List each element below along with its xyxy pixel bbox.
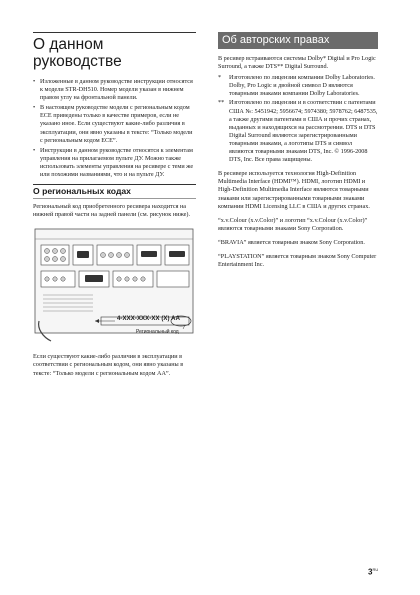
page-number	[368, 567, 378, 577]
footnote-mark: *	[218, 74, 222, 82]
bravia-paragraph: “BRAVIA” является товарным знаком Sony Corporation.	[218, 238, 365, 246]
playstation-paragraph: “PLAYSTATION” является товарным знаком Sony Computer Entertainment Inc.	[218, 252, 377, 269]
xvcolour-paragraph: “x.v.Colour (x.v.Color)” и логотип “x.v.Colour (x.v.Color)” являются товарными знаками Sony Corporation.	[218, 216, 368, 232]
right-column	[218, 32, 378, 275]
page-title	[33, 32, 196, 70]
regional-codes-heading: О региональных кодах	[33, 184, 196, 199]
page-language-code: RU	[372, 567, 379, 572]
regional-code-caption: Региональный код	[136, 329, 179, 336]
bullet-item: • Изложенные в данном руководстве инструкции относятся к модели STR-DH510. Номер модели указан в нижнем правом углу на фронтальной панели.	[33, 78, 196, 102]
left-column	[33, 32, 196, 384]
footnote-mark: **	[218, 99, 225, 107]
dolby-footnote	[218, 74, 378, 98]
page-number-value: 3	[368, 567, 373, 577]
bullet-item: • В настоящем руководстве модели с региональным кодом ECE приведены только в качестве примеров, если не указано иное. Если существуют какие-либо различия в эксплуатации, они явно указаны в тексте: “Только модели с региональным кодом ECE”.	[33, 104, 196, 144]
copyright-heading: Об авторских правах	[218, 32, 378, 49]
regional-differences-text: Если существуют какие-либо различия в эксплуатации в соответствии с региональным кодом, они явно указаны в тексте: “Только модели с региональным кодом AA”.	[33, 353, 184, 377]
rear-panel-figure	[33, 225, 196, 347]
footnote-text: Изготовлено по лицензии компании Dolby Laboratories. Dolby, Pro Logic и двойной символ D являются товарными знаками компании Dolby Laboratories.	[229, 74, 375, 98]
footnote-text: Изготовлено по лицензии и в соответствии с патентами США №: 5451942; 5956674; 5974380; 5978762; 6487535, а также другими патентами в США и прочих странах, выданных и находящихся на рассмотрении. DTS и DTS Digital Surround являются зарегистрированными товарными знаками, а логотипы DTS и символ являются товарными знаками DTS, Inc. © 1996-2008 DTS, Inc. Все права защищены.	[229, 99, 378, 164]
copyright-intro: В ресивер встраиваются системы Dolby* Digital и Pro Logic Surround, а также DTS** Digital Surround.	[218, 55, 376, 71]
bullet-item: • Инструкции в данном руководстве относятся к элементам управления на прилагаемом пульте ДУ. Можно также использовать элементы управления на ресивере с теми же или похожими названиями, что и на пульте ДУ.	[33, 147, 196, 179]
title-line-1: О данном	[33, 36, 104, 53]
regional-code-label: 4-XXX-XXX-XX (X) AA	[117, 316, 181, 323]
title-line-2: руководстве	[33, 53, 122, 70]
dts-footnote	[218, 99, 378, 164]
regional-codes-text: Региональный код приобретенного ресивера находится на нижней правой части на задней панели (см. рисунок ниже).	[33, 203, 190, 219]
intro-bullet-list	[33, 78, 196, 179]
hdmi-paragraph: В ресивере используется технология High-Definition Multimedia Interface (HDMI™). HDMI, логотип HDMI и High-Definition Multimedia Interface являются товарными знаками или зарегистрированными товарными знаками компании HDMI Licensing LLC в США и других странах.	[218, 170, 370, 210]
